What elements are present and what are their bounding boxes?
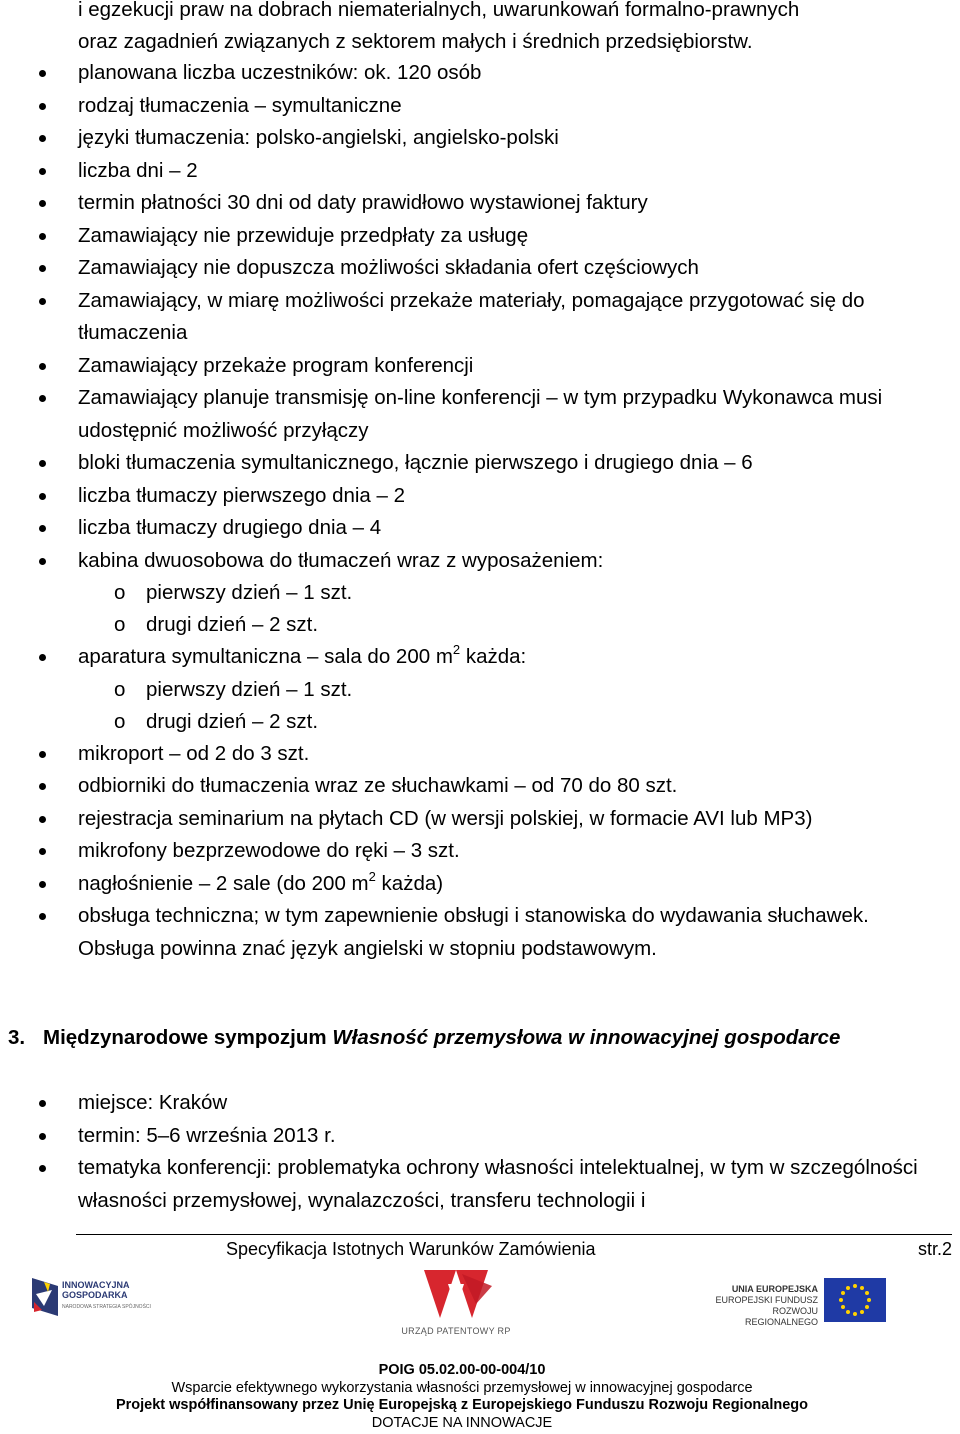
bullet-icon (39, 298, 46, 305)
up-logo-text: URZĄD PATENTOWY RP (401, 1326, 511, 1336)
item-text: mikroport – od 2 do 3 szt. (78, 741, 310, 765)
sub-list (78, 674, 928, 738)
item-text: bloki tłumaczenia symultanicznego, łącznie pierwszego i drugiego dnia – 6 (78, 451, 753, 474)
eu-flag-icon (824, 1278, 886, 1322)
bullet-icon (39, 848, 46, 855)
continuation-line: oraz zagadnień związanych z sektorem małych i średnich przedsiębiorstw. (78, 30, 753, 53)
list-item (0, 122, 928, 155)
item-text: tematyka konferencji: problematyka ochrony własności intelektualnej, w tym w szczególności własności przemysłowej, wynalazczości, transferu technologii i (78, 1156, 918, 1212)
ue-line-1: UNIA EUROPEJSKA (731, 1284, 818, 1294)
section-number: 3. (8, 1026, 26, 1049)
ig-logo-text (62, 1280, 130, 1300)
sub-item-text: drugi dzień – 2 szt. (146, 709, 319, 733)
unia-europejska-logo (700, 1278, 886, 1326)
footer-divider (76, 1234, 952, 1235)
bullet-icon (39, 70, 46, 77)
continuation-line: i egzekucji praw na dobrach niematerialnych, uwarunkowań formalno-prawnych (78, 0, 800, 21)
list-item (0, 738, 928, 771)
ue-line-3: ROZWOJU REGIONALNEGO (744, 1306, 818, 1327)
bullet-icon (39, 816, 46, 823)
bullet-icon (39, 395, 46, 402)
item-text: mikrofony bezprzewodowe do ręki – 3 szt. (78, 839, 460, 862)
bullet-icon (39, 913, 46, 920)
bullet-icon (39, 363, 46, 370)
sub-list-item (78, 577, 928, 609)
sub-item-text: pierwszy dzień – 1 szt. (146, 677, 353, 701)
list-item (0, 868, 928, 901)
list-item (0, 447, 928, 480)
bullet-icon (39, 654, 46, 661)
item-text: Zamawiający nie przewiduje przedpłaty za usługę (78, 223, 529, 247)
bullet-icon (39, 265, 46, 272)
list-item (0, 90, 928, 123)
bullet-icon (39, 168, 46, 175)
item-text: obsługa techniczna; w tym zapewnienie obsługi i stanowiska do wydawania słuchawek. Obsługa powinna znać język angielski w stopniu podstawowym. (78, 904, 869, 960)
ig-logo-subtitle: NARODOWA STRATEGIA SPÓJNOŚCI (62, 1304, 151, 1310)
item-text-after: każda) (375, 871, 444, 895)
item-text: aparatura symultaniczna – sala do 200 m (78, 645, 453, 668)
list-item (0, 770, 928, 803)
item-text: odbiorniki do tłumaczenia wraz ze słuchawkami – od 70 do 80 szt. (78, 774, 678, 797)
funding-info (0, 1362, 924, 1432)
item-text: liczba tłumaczy drugiego dnia – 4 (78, 516, 382, 539)
sub-item-text: pierwszy dzień – 1 szt. (146, 581, 353, 604)
item-text: nagłośnienie – 2 sale (do 200 m (78, 871, 369, 895)
item-text-after: każda: (460, 645, 527, 668)
item-text: miejsce: Kraków (78, 1091, 228, 1114)
ue-line-2: EUROPEJSKI FUNDUSZ (715, 1295, 818, 1305)
sub-item-text: drugi dzień – 2 szt. (146, 613, 319, 636)
bullet-icon (39, 1165, 46, 1172)
section-3-heading (8, 1022, 908, 1055)
ig-emblem-icon (30, 1276, 60, 1318)
list-item (0, 155, 928, 188)
list-item (0, 187, 928, 220)
item-text: kabina dwuosobowa do tłumaczeń wraz z wyposażeniem: (78, 548, 604, 572)
item-text: Zamawiający przekaże program konferencji (78, 353, 474, 377)
item-text: liczba tłumaczy pierwszego dnia – 2 (78, 483, 406, 507)
circle-marker-icon: o (114, 677, 126, 701)
section-title (43, 1022, 908, 1055)
list-item (0, 1152, 928, 1217)
list-item (0, 220, 928, 253)
continuation-text (78, 0, 928, 58)
bullet-icon (39, 1133, 46, 1140)
bullet-icon (39, 1100, 46, 1107)
bullet-icon (39, 135, 46, 142)
grants-label: DOTACJE NA INNOWACJE (371, 1414, 553, 1431)
bullet-icon (39, 783, 46, 790)
list-item (0, 252, 928, 285)
ig-line-1: INNOWACYJNA (62, 1280, 130, 1290)
superscript: 2 (368, 868, 376, 884)
urzad-patentowy-logo (396, 1264, 516, 1340)
project-description: Wsparcie efektywnego wykorzystania własności przemysłowej w innowacyjnej gospodarce (171, 1379, 753, 1396)
requirements-list (0, 57, 960, 965)
page-number: str.2 (917, 1239, 952, 1259)
list-item (0, 835, 928, 868)
item-text: Zamawiający, w miarę możliwości przekaże materiały, pomagające przygotować się do tłumaczenia (78, 288, 865, 344)
circle-marker-icon: o (114, 581, 126, 604)
bullet-icon (39, 493, 46, 500)
sub-list (78, 577, 928, 641)
sub-list-item (78, 674, 928, 706)
item-text: rodzaj tłumaczenia – symultaniczne (78, 93, 402, 117)
bullet-icon (39, 881, 46, 888)
logo-bar (0, 1262, 960, 1342)
bullet-icon (39, 751, 46, 758)
item-text: Zamawiający planuje transmisję on-line konferencji – w tym przypadku Wykonawca musi udostępnić możliwość przyłączy (78, 386, 883, 442)
innowacyjna-gospodarka-logo (30, 1276, 160, 1322)
bullet-icon (39, 200, 46, 207)
cofinancing-note: Projekt współfinansowany przez Unię Europejską z Europejskiego Funduszu Rozwoju Regionalnego (115, 1397, 809, 1413)
ig-line-2: GOSPODARKA (62, 1290, 128, 1300)
section-title-italic: Własność przemysłowa w innowacyjnej gospodarce (332, 1026, 841, 1049)
list-item (0, 641, 928, 738)
footer-document-title: Specyfikacja Istotnych Warunków Zamówienia (226, 1239, 596, 1259)
bullet-icon (39, 103, 46, 110)
list-item (0, 1120, 928, 1153)
list-item (0, 1087, 928, 1120)
item-text: termin płatności 30 dni od daty prawidłowo wystawionej faktury (78, 191, 648, 214)
list-item (0, 900, 928, 965)
item-text: Zamawiający nie dopuszcza możliwości składania ofert częściowych (78, 256, 699, 279)
item-text: rejestracja seminarium na płytach CD (w wersji polskiej, w formacie AVI lub MP3) (78, 806, 813, 830)
section-title-plain: Międzynarodowe sympozjum (43, 1026, 333, 1049)
circle-marker-icon: o (114, 613, 126, 636)
list-item (0, 382, 928, 447)
sub-list-item (78, 706, 928, 738)
circle-marker-icon: o (114, 709, 126, 733)
section-3-list (0, 1087, 960, 1217)
list-item (0, 545, 928, 642)
list-item (0, 480, 928, 513)
list-item (0, 512, 928, 545)
item-text: liczba dni – 2 (78, 158, 198, 182)
item-text: planowana liczba uczestników: ok. 120 osób (78, 61, 482, 84)
sub-list-item (78, 609, 928, 641)
list-item (0, 350, 928, 383)
program-code: POIG 05.02.00-00-004/10 (378, 1362, 546, 1378)
item-text: termin: 5–6 września 2013 r. (78, 1123, 336, 1147)
up-emblem-icon (396, 1264, 516, 1324)
bullet-icon (39, 525, 46, 532)
superscript: 2 (452, 642, 461, 657)
list-item (0, 285, 928, 350)
list-item (0, 803, 928, 836)
list-item (0, 57, 928, 90)
bullet-icon (39, 558, 46, 565)
bullet-icon (39, 233, 46, 240)
bullet-icon (39, 460, 46, 467)
ue-logo-text (700, 1284, 818, 1328)
item-text: języki tłumaczenia: polsko-angielski, angielsko-polski (78, 126, 559, 149)
